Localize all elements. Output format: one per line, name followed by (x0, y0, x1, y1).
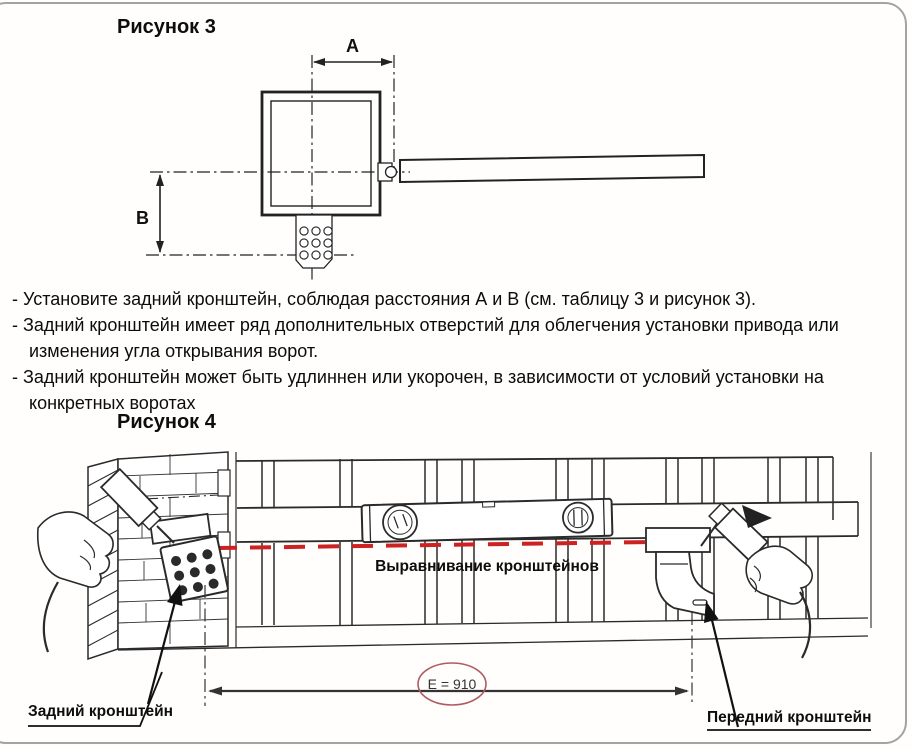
gate-pickets-lower (262, 536, 818, 625)
front-bracket-mount (646, 528, 710, 552)
rear-bracket-holes (300, 227, 332, 259)
figure4-title: Рисунок 4 (117, 411, 216, 433)
installation-notes (12, 286, 898, 416)
dimension-e (205, 585, 692, 706)
right-tool-cable (800, 592, 810, 658)
front-bracket-slot (693, 600, 707, 605)
right-hand-drill (701, 500, 812, 658)
front-bracket-plate (656, 552, 714, 615)
post-inner (271, 101, 371, 206)
spirit-level (362, 499, 613, 543)
rear-bracket-label: Задний кронштейн (28, 703, 173, 720)
figure3-diagram (0, 0, 912, 285)
note-line-3: изменения угла открывания ворот. (29, 341, 319, 361)
hinge-upper (218, 470, 230, 496)
ground-line-2 (236, 618, 868, 627)
figure3-title: Рисунок 3 (117, 16, 216, 38)
front-bracket-label: Передний кронштейн (707, 709, 872, 726)
alignment-label: Выравнивание кронштейнов (375, 558, 599, 575)
ground-line-1 (118, 636, 868, 650)
note-line-4: - Задний кронштейн может быть удлиннен или укорочен, в зависимости от условий установки на (12, 367, 824, 387)
note-line-2: - Задний кронштейн имеет ряд дополнительных отверстий для облегчения установки привода или (12, 315, 839, 335)
gate-top-rail (236, 457, 833, 461)
alignment-red-line (216, 542, 652, 548)
post-outer (262, 92, 380, 215)
figure4-diagram (0, 440, 912, 750)
dimension-b-label: B (136, 208, 149, 228)
dim-e-value: E = 910 (427, 676, 477, 692)
note-line-1: - Установите задний кронштейн, соблюдая расстояния А и В (см. таблицу 3 и рисунок 3). (12, 289, 757, 309)
pivot-pin (386, 167, 397, 178)
gate-pickets-upper (262, 457, 818, 507)
dimension-a-label: A (346, 36, 359, 56)
note-line-5: конкретных воротах (29, 393, 196, 413)
actuator-arm (400, 155, 704, 182)
left-tool-cable (44, 582, 58, 652)
